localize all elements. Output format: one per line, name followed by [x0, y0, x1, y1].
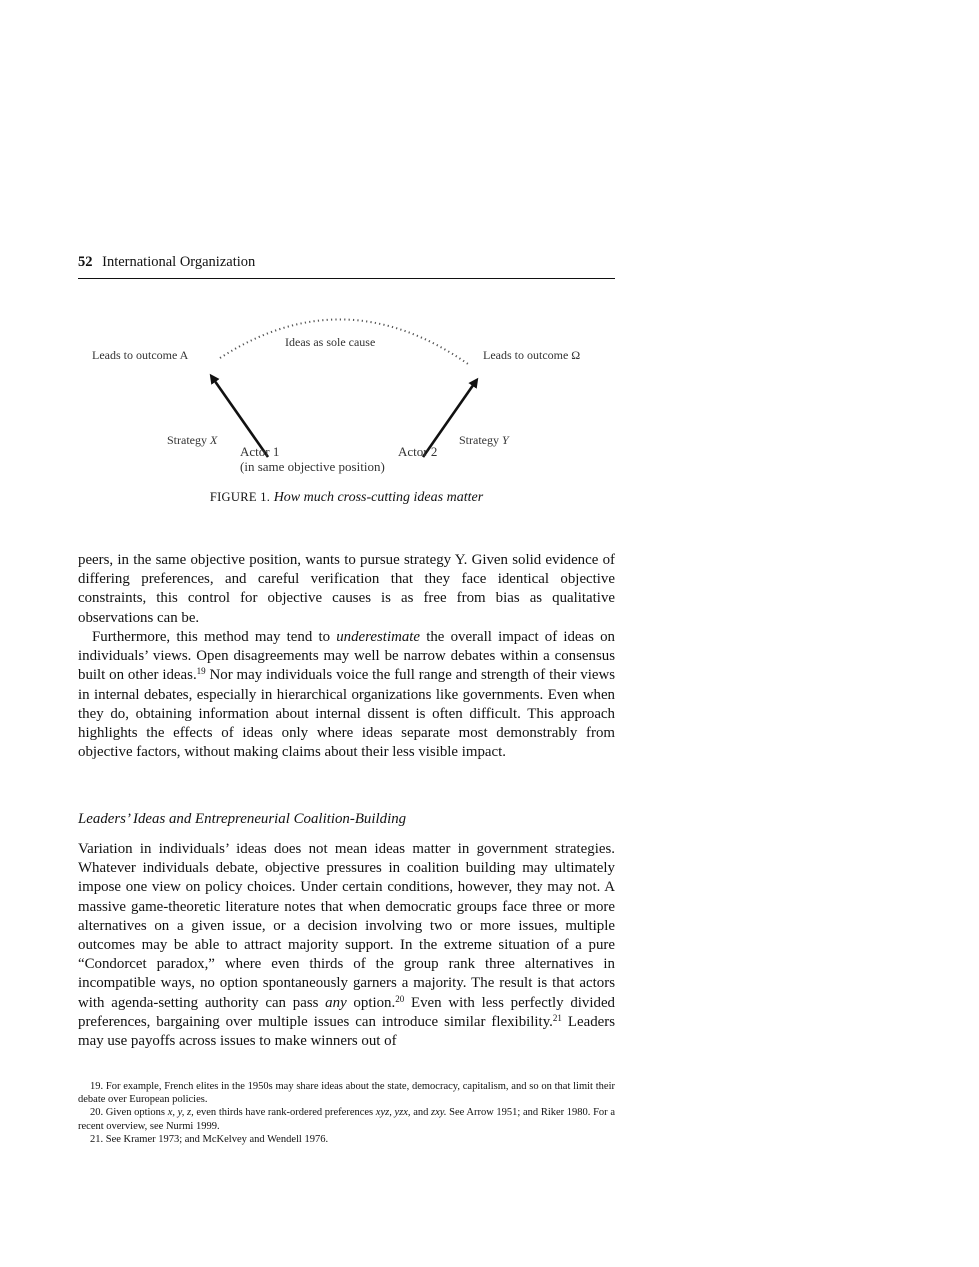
footnote-19: 19. For example, French elites in the 1950s may share ideas about the state, democracy, capitalism, and so on that limit their debate over European policies.: [78, 1081, 615, 1106]
strategy-x-prefix: Strategy: [167, 433, 210, 447]
fn20-text-c: and: [410, 1107, 432, 1119]
journal-title: International Organization: [102, 254, 256, 270]
paragraph-3: [78, 840, 615, 1051]
fn20-text-d: See Arrow 1951; and Riker 1980. For a recent overview, see Nurmi 1999.: [78, 1107, 615, 1132]
footnote-ref-19[interactable]: 19: [196, 666, 206, 677]
footnote-21: 21. See Kramer 1973; and McKelvey and Wendell 1976.: [90, 1133, 329, 1145]
paragraph-1: peers, in the same objective position, wants to pursue strategy Y. Given solid evidence of differing preferences, and careful verification that they face identical objective constraints, this control for objective causes is as free from bias as qualitative observations can be.: [78, 552, 615, 626]
outcome-a-label: Leads to outcome A: [92, 348, 189, 362]
p2-text-a: Furthermore, this method may tend to: [92, 629, 337, 645]
figure-1: [78, 300, 615, 490]
caption-text: How much cross-cutting ideas matter: [273, 490, 484, 505]
p2-emphasis: underestimate: [336, 629, 421, 645]
p3-text-d: Leaders may use payoffs across issues to make winners out of: [78, 1013, 615, 1050]
paragraph-2: [78, 628, 615, 762]
strategy-x-label: [167, 433, 217, 448]
strategy-x-var: X: [210, 433, 218, 447]
footnote-ref-20[interactable]: 20: [395, 993, 405, 1004]
fn20-vars: x, y, z,: [167, 1107, 194, 1119]
p3-text-a: Variation in individuals’ ideas does not mean ideas matter in government strategies. Whatever individuals debate, objective pressures in coalition building may ultimately impose one view on policy choices. Under certain conditions, however, they may not. A massive game-theoretic literature notes that when democratic groups face three or more alternatives on a given issue, or a decision involving two or more issues, multiple outcomes may be able to attract majority support. In the extreme situation of a pure “Condorcet paradox,” where even thirds of the group rank three alternatives in incompatible ways, no option spontaneously garners a majority. The result is that actors with agenda-setting authority can pass: [78, 841, 615, 1011]
outcome-omega-label: Leads to outcome Ω: [483, 348, 581, 362]
p3-text-c: Even with less perfectly divided preferences, bargaining over multiple issues can introduce similar flexibility.: [78, 994, 615, 1030]
fn20-pref3: zxy.: [431, 1107, 447, 1119]
fn20-prefs: xyz, yzx,: [375, 1107, 411, 1119]
strategy-y-var: Y: [502, 433, 509, 447]
footnotes: [78, 1080, 615, 1146]
strategy-y-label: [459, 433, 509, 448]
footnote-20: [78, 1106, 615, 1132]
strategy-y-prefix: Strategy: [459, 433, 502, 447]
actor-2-label: Actor 2: [398, 444, 438, 459]
fn20-text-a: 20. Given options: [90, 1107, 168, 1119]
p2-text-c: Nor may individuals voice the full range and strength of their views in internal debates, especially in hierarchical organizations like governments. Even when they do, obtaining information about internal dissent is often difficult. This approach highlights the effects of ideas only where ideas separate most demonstrably from objective factors, without making claims about their less visible impact.: [78, 667, 615, 761]
figure-caption: [78, 490, 615, 506]
page-number: 52: [78, 254, 93, 270]
footnote-ref-21[interactable]: 21: [552, 1012, 562, 1023]
p3-emphasis: any: [325, 994, 347, 1011]
ideas-cause-label: Ideas as sole cause: [285, 335, 376, 349]
section-heading: Leaders’ Ideas and Entrepreneurial Coalition-Building: [78, 811, 407, 827]
p3-text-b: option.: [346, 994, 396, 1011]
p2-text-b: the overall impact of ideas on individuals’ views. Open disagreements may well be narrow debates within a consensus built on other ideas.: [78, 629, 615, 684]
same-position-label: (in same objective position): [240, 459, 385, 474]
caption-label: FIGURE 1.: [209, 490, 271, 504]
running-head: [78, 254, 615, 279]
fn20-text-b: even thirds have rank-ordered preferences: [193, 1107, 376, 1119]
actor-1-label: Actor 1: [240, 444, 280, 459]
